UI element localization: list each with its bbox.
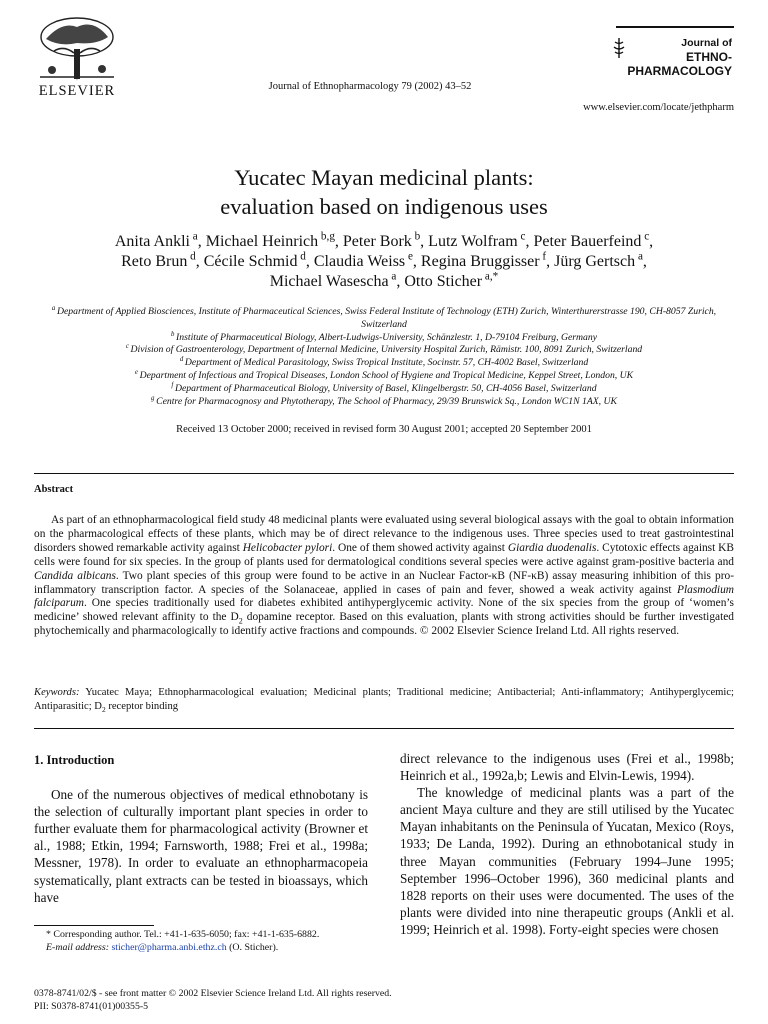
author-name: Jürg Gertsch $^a$ (554, 250, 643, 270)
author-affiliation-marker: b (411, 230, 421, 243)
author-list: Anita Ankli $^a$, Michael Heinrich $^{b,g}$, Peter Bork $^b$, Lutz Wolfram $^c$, Peter Bauerfeind $^c$, Reto Brun $^d$, Cécile Schmid $^d$, Claudia Weiss $^e$, Regina Bruggisser $^f$, Jürg Gertsch $^a$, Michael Wasescha $^a$, Otto Sticher $^{a,*}$ (114, 230, 654, 290)
affiliation-line: $^d$ Department of Medical Parasitology, Swiss Tropical Institute, Socinstr. 57, CH-4002 Basel, Switzerland (179, 355, 589, 369)
publisher-name: ELSEVIER (38, 83, 116, 99)
email-suffix: (O. Sticher). (226, 941, 279, 953)
journal-logo-line-3: PHARMACOLOGY (627, 64, 732, 78)
author-affiliation-marker: d (187, 250, 196, 263)
footnote (34, 929, 368, 954)
header-rule (616, 26, 734, 28)
copyright-line: 0378-8741/02/$ - see front matter © 2002 Elsevier Science Ireland Ltd. All rights reserved. (34, 988, 392, 999)
author-name: Lutz Wolfram $^c$ (428, 230, 526, 250)
affiliation-line: $^a$ Department of Applied Biosciences, Institute of Pharmaceutical Sciences, Swiss Federal Institute of Technology (ETH) Zurich, Winterthurerstrasse 190, CH-8057 Zurich, Switzerland (51, 304, 717, 330)
author-name: Michael Heinrich $^{b,g}$ (205, 230, 335, 250)
footnote-rule (34, 925, 154, 926)
title-line-1: Yucatec Mayan medicinal plants: (234, 165, 534, 190)
author-name: Anita Ankli $^a$ (114, 230, 198, 250)
author-affiliation-marker: c (517, 230, 526, 243)
affiliation-line: $^g$ Centre for Pharmacognosy and Phytotherapy, The School of Pharmacy, 29/39 Brunswick Sq., London WC1N 1AX, UK (151, 394, 617, 407)
abstract-body: As part of an ethnopharmacological field study 48 medicinal plants were evaluated using several biological assays with the goal to obtain information on the pharmacological effects of these plants, which may be of direct relevance to the indigenous uses. Three species used to treat gastrointestinal disorders showed remarkable activity against Helicobacter pylori. One of them showed activity against Giardia duodenalis. Cytotoxic effects against KB cells were found for six species. In the group of plants used for dermatological conditions several species were active against gram-positive bacteria and Candida albicans. Two plant species of this group were found to be active in an Nuclear Factor-κB (NF-κB) assay measuring inhibition of this pro-inflammatory transcription factor. A species of the Solanaceae, applied in cases of pain and fever, showed a weak activity against Plasmodium falciparum. One species traditionally used for diabetes exhibited antihyperglycemic activity. None of the six species from the group of ‘women’s medicine’ showed relevant affinity to the $D_2$ dopamine receptor. Based on this evaluation, plants with strong activities should be further investigated phytochemically and pharmacologically to identify active fractions and compounds. © 2002 Elsevier Science Ireland Ltd. All rights reserved. (34, 514, 734, 638)
intro-paragraph-1: One of the numerous objectives of medical ethnobotany is the selection of culturally important plant species in order to further evaluate them for pharmacological activity (Browner et al., 1988; Etkin, 1994; Farnsworth, 1988; Frei et al., 1998a; Messner, 1978). In order to evaluate an ethnopharmacopeia systematically, plant extracts can be tested in bioassays, which have (34, 787, 368, 905)
left-column (34, 752, 368, 906)
author-name: Reto Brun $^d$ (121, 250, 196, 270)
author-affiliation-marker: a,* (482, 270, 499, 283)
journal-url[interactable]: www.elsevier.com/locate/jethpharm (583, 102, 734, 113)
author-affiliation-marker: e (405, 250, 413, 263)
author-affiliation-marker: d (297, 250, 306, 263)
affiliation-line: $^e$ Department of Infectious and Tropical Diseases, London School of Hygiene and Tropical Medicine, Keppel Street, London, UK (134, 368, 634, 381)
author-affiliation-marker: f (539, 250, 547, 263)
keywords (34, 686, 734, 713)
elsevier-tree-logo (34, 15, 120, 81)
affiliation-line: $^b$ Institute of Pharmaceutical Biology, Albert-Ludwigs-University, Schänzlestr. 1, D-79104 Freiburg, Germany (170, 330, 598, 343)
journal-logo-line-2: ETHNO- (686, 50, 732, 64)
author-name: Peter Bauerfeind $^c$ (533, 230, 650, 250)
author-affiliation-marker: a (189, 230, 198, 243)
corresponding-author-note: * Corresponding author. Tel.: +41-1-635-6050; fax: +41-1-635-6882. (46, 929, 320, 940)
article-title (100, 163, 668, 221)
right-column (400, 750, 734, 938)
journal-citation: Journal of Ethnopharmacology 79 (2002) 43–52 (268, 81, 472, 92)
journal-emblem-icon (612, 37, 626, 59)
author-affiliation-marker: a (635, 250, 643, 263)
copyright-footer (34, 987, 634, 1014)
keywords-label: Keywords: (34, 687, 80, 698)
email-note (34, 942, 368, 955)
intro-paragraph-2: The knowledge of medicinal plants was a part of the ancient Maya culture and they are still utilised by the Yucatec Mayan inhabitants on the Peninsula of Yucatan, Mexico (Roys, 1933; De Landa, 1992). During an ethnobotanical study in three Mayan communities (February 1994–June 1995; September 1996–October 1996), 360 medicinal plants and 1828 reports on their uses were documented. The uses of the plants were divided into nine therapeutic groups (Ankli et al. 1999; Heinrich et al. 1998). Forty-eight species were chosen (400, 785, 734, 937)
author-affiliation-marker: c (641, 230, 650, 243)
email-link[interactable]: sticher@pharma.anbi.ethz.ch (111, 941, 227, 953)
title-line-2: evaluation based on indigenous uses (220, 194, 548, 219)
author-name: Regina Bruggisser $^f$ (420, 250, 547, 270)
section-heading-introduction: 1. Introduction (34, 753, 115, 767)
section-rule-top (34, 473, 734, 474)
journal-logo-line-1: Journal of (681, 37, 732, 49)
pii-line: PII: S0378-8741(01)00355-5 (34, 1001, 149, 1013)
affiliation-line: $^c$ Division of Gastroenterology, Department of Internal Medicine, University Hospital Zurich, Rämistr. 100, 8091 Zurich, Switzerland (125, 343, 643, 356)
abstract-heading: Abstract (34, 484, 74, 495)
author-name: Peter Bork $^b$ (342, 230, 421, 250)
author-name: Cécile Schmid $^d$ (203, 250, 306, 270)
author-affiliation-marker: b,g (318, 230, 335, 243)
received-dates: Received 13 October 2000; received in revised form 30 August 2001; accepted 20 September 2001 (176, 424, 592, 435)
intro-paragraph-continued: direct relevance to the indigenous uses (Frei et al., 1998b; Heinrich et al., 1992a,b; Lewis and Elvin-Lewis, 1994). (400, 751, 734, 784)
author-name: Michael Wasescha $^a$ (269, 270, 397, 290)
author-name: Otto Sticher $^{a,*}$ (404, 270, 499, 290)
author-affiliation-marker: a (388, 270, 397, 283)
section-rule-bottom (34, 728, 734, 729)
email-label: E-mail address: (46, 941, 109, 953)
affiliation-line: $^f$ Department of Pharmaceutical Biology, University of Basel, Klingelbergstr. 50, CH-4056 Basel, Switzerland (171, 381, 597, 394)
keywords-text: Yucatec Maya; Ethnopharmacological evaluation; Medicinal plants; Traditional medicine; Antibacterial; Anti-inflammatory; Antihyperglycemic; Antiparasitic; $D_2$ receptor binding (34, 687, 734, 714)
journal-logo (600, 33, 750, 83)
affiliation-list (40, 306, 728, 408)
author-name: Claudia Weiss $^e$ (313, 250, 413, 270)
